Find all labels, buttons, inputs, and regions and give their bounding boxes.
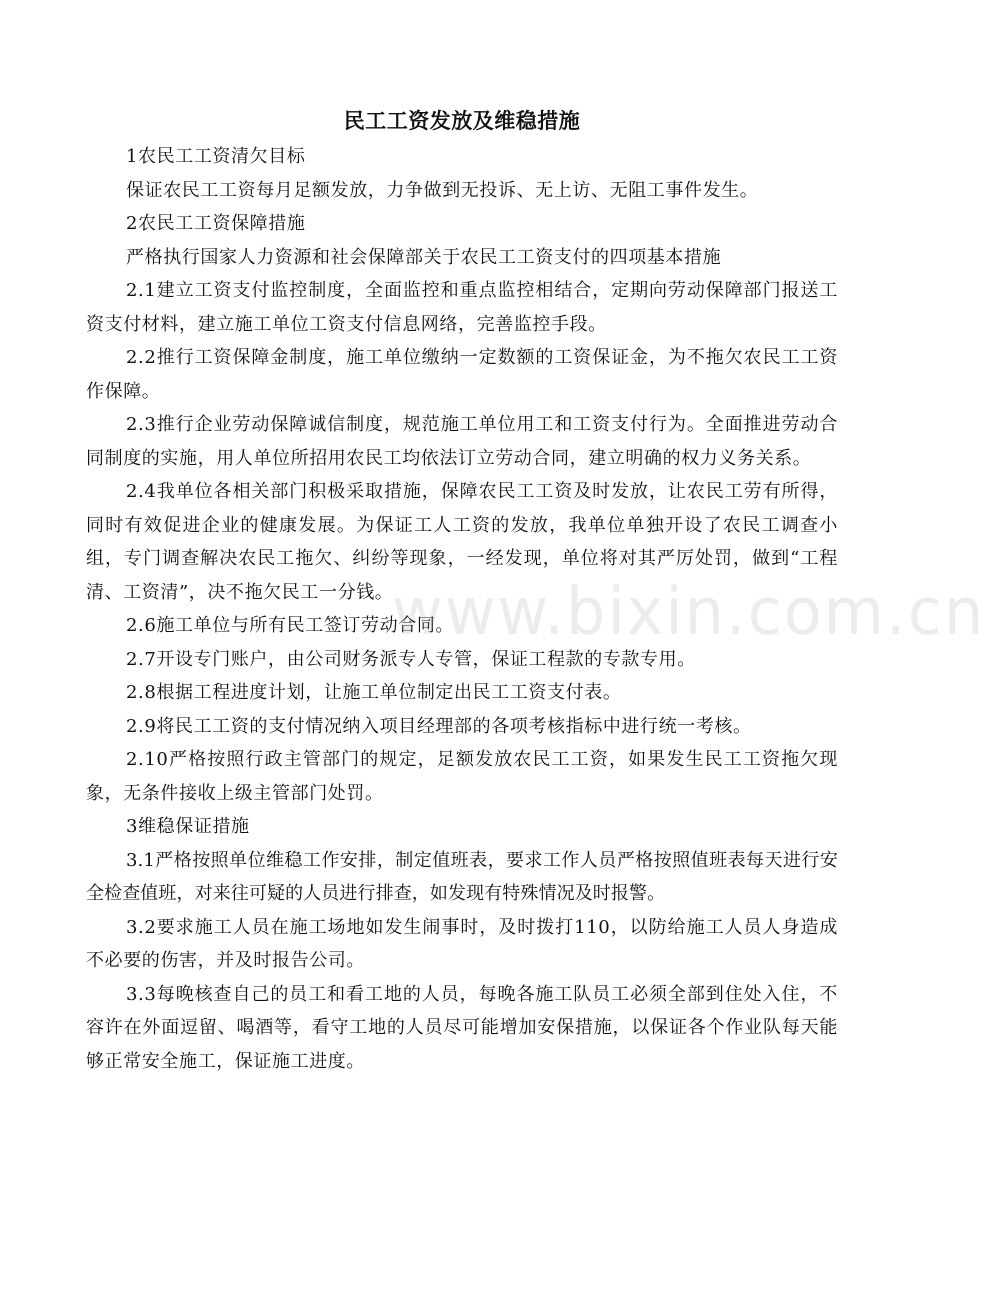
heading-1: 1农民工工资清欠目标 [126,146,306,167]
heading-3: 3维稳保证措施 [126,816,250,837]
heading-2: 2农民工工资保障措施 [126,213,306,234]
page-title: 民工工资发放及维稳措施 [343,108,581,133]
paragraph-3-3: 3.3每晚核查自己的员工和看工地的人员，每晚各施工队员工必须全部到住处入住，不容许在外面逗留、喝酒等，看守工地的人员尽可能增加安保措施，以保证各个作业队每天能够正常安全施工，保证施工进度。 [86,983,838,1072]
paragraph-3-1: 3.1严格按照单位维稳工作安排，制定值班表，要求工作人员严格按照值班表每天进行安全检查值班，对来往可疑的人员进行排查，如发现有特殊情况及时报警。 [86,849,838,904]
document-body [86,103,838,1078]
paragraph-2-3: 2.3推行企业劳动保障诚信制度，规范施工单位用工和工资支付行为。全面推进劳动合同制度的实施，用人单位所招用农民工均依法订立劳动合同，建立明确的权力义务关系。 [86,414,838,469]
paragraph-2-4: 2.4我单位各相关部门积极采取措施，保障农民工工资及时发放，让农民工劳有所得，同时有效促进企业的健康发展。为保证工人工资的发放，我单位单独开设了农民工调查小组，专门调查解决农民工拖欠、纠纷等现象，一经发现，单位将对其严厉处罚，做到“工程清、工资清”，决不拖欠民工一分钱。 [86,481,838,603]
paragraph-goal: 保证农民工工资每月足额发放，力争做到无投诉、无上访、无阻工事件发生。 [126,179,759,201]
paragraph-3-2: 3.2要求施工人员在施工场地如发生闹事时，及时拨打110，以防给施工人员人身造成不必要的伤害，并及时报告公司。 [86,916,838,971]
paragraph-intro: 严格执行国家人力资源和社会保障部关于农民工工资支付的四项基本措施 [126,246,722,268]
paragraph-2-10: 2.10严格按照行政主管部门的规定，足额发放农民工工资，如果发生民工工资拖欠现象，无条件接收上级主管部门处罚。 [86,749,838,804]
paragraph-2-7: 2.7开设专门账户，由公司财务派专人专管，保证工程款的专款专用。 [126,648,696,670]
paragraph-2-8: 2.8根据工程进度计划，让施工单位制定出民工工资支付表。 [126,682,622,703]
paragraph-2-6: 2.6施工单位与所有民工签订劳动合同。 [126,615,455,636]
watermark: www.bixin.com.cn [392,573,985,650]
paragraph-2-2: 2.2推行工资保障金制度，施工单位缴纳一定数额的工资保证金，为不拖欠农民工工资作保障。 [86,347,838,402]
paragraph-2-9: 2.9将民工工资的支付情况纳入项目经理部的各项考核指标中进行统一考核。 [126,715,752,737]
paragraph-2-1: 2.1建立工资支付监控制度，全面监控和重点监控相结合，定期向劳动保障部门报送工资支付材料，建立施工单位工资支付信息网络，完善监控手段。 [86,280,838,335]
